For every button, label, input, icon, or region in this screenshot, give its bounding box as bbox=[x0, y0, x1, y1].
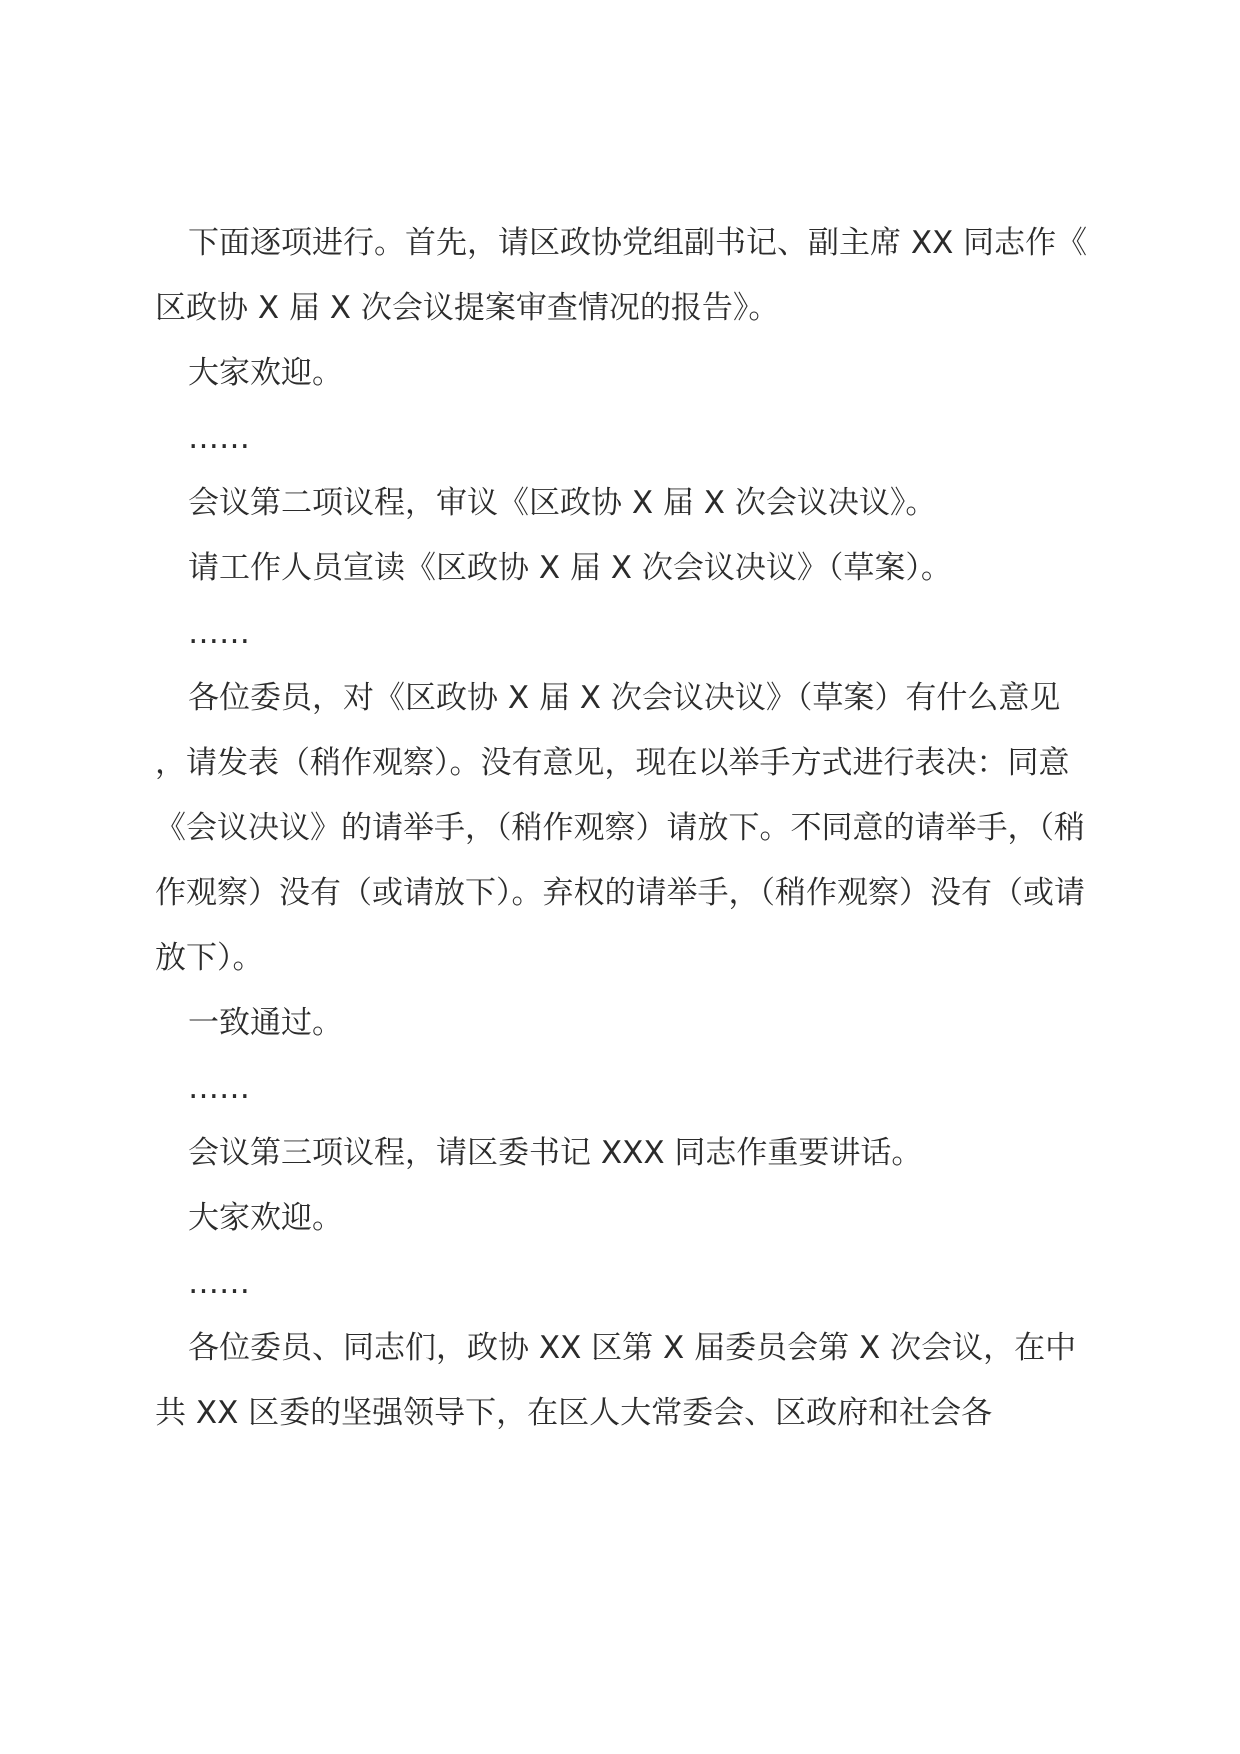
paragraph-ellipsis: …… bbox=[188, 420, 250, 456]
paragraph-welcome: 大家欢迎。 bbox=[188, 1200, 343, 1236]
paragraph-welcome: 大家欢迎。 bbox=[188, 355, 343, 391]
paragraph-agenda-two: 会议第二项议程，审议《区政协 X 届 X 次会议决议》。 bbox=[188, 485, 937, 521]
document-body bbox=[155, 211, 1090, 1446]
paragraph-closing: 各位委员、同志们，政协 XX 区第 X 届委员会第 X 次会议，在中共 XX 区委的坚强领导下，在区人大常委会、区政府和社会各 bbox=[155, 1330, 1077, 1431]
paragraph-report-intro: 下面逐项进行。首先，请区政协党组副书记、副主席 XX 同志作《区政协 X 届 X 次会议提案审查情况的报告》。 bbox=[155, 225, 1088, 326]
paragraph-ellipsis: …… bbox=[188, 1070, 250, 1106]
paragraph-passed: 一致通过。 bbox=[188, 1005, 343, 1041]
paragraph-vote: 各位委员，对《区政协 X 届 X 次会议决议》（草案）有什么意见，请发表（稍作观察）。没有意见，现在以举手方式进行表决：同意《会议决议》的请举手，（稍作观察）请放下。不同意的请举手，（稍作观察）没有（或请放下）。弃权的请举手，（稍作观察）没有（或请放下）。 bbox=[155, 680, 1085, 976]
paragraph-read-draft: 请工作人员宣读《区政协 X 届 X 次会议决议》（草案）。 bbox=[188, 550, 952, 586]
paragraph-agenda-three: 会议第三项议程，请区委书记 XXX 同志作重要讲话。 bbox=[188, 1135, 923, 1171]
paragraph-ellipsis: …… bbox=[188, 1265, 250, 1301]
paragraph-ellipsis: …… bbox=[188, 615, 250, 651]
